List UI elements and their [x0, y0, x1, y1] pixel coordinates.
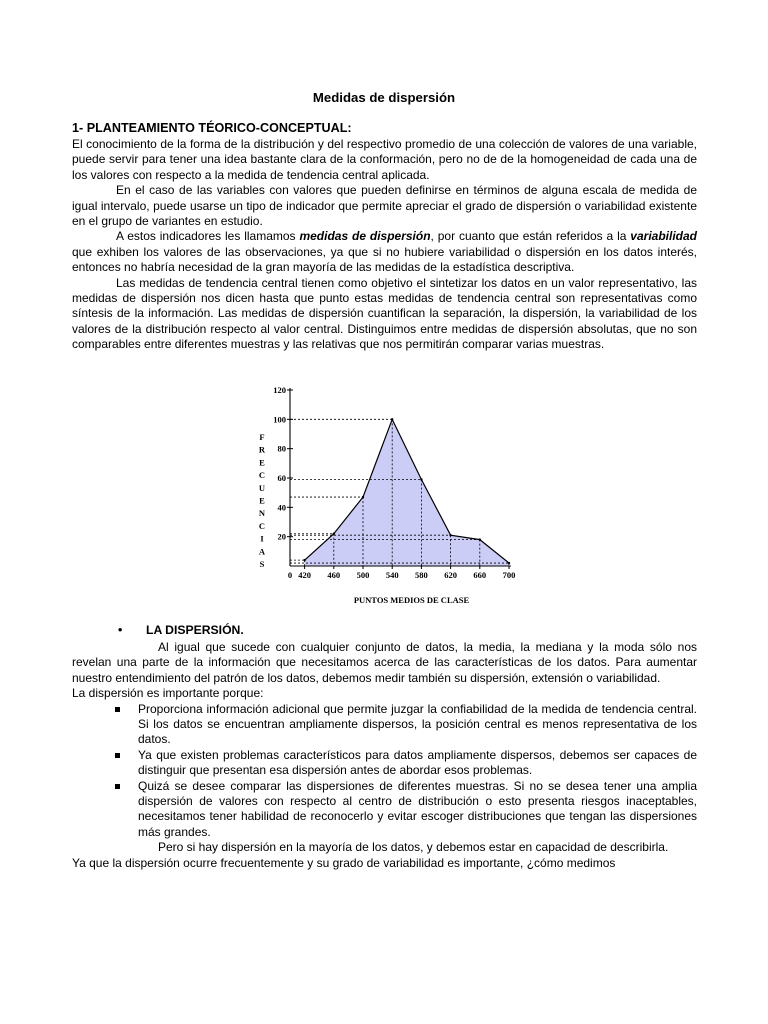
x-tick-label: 700	[502, 570, 516, 580]
y-axis-label-letter: E	[259, 495, 265, 506]
term-medidas-dispersion: medidas de dispersión	[299, 229, 431, 244]
y-tick-label: 60	[277, 473, 286, 483]
data-point	[303, 559, 305, 561]
data-point	[391, 418, 393, 420]
x-tick-label: 580	[415, 570, 428, 580]
paragraph-7: Pero si hay dispersión en la mayoría de los datos, y debemos estar en capacidad de describirla.	[158, 840, 669, 855]
square-bullet-icon	[115, 707, 120, 712]
x-tick-label: 0	[287, 570, 293, 580]
term-variabilidad: variabilidad	[630, 229, 697, 244]
paragraph-3-text-c: , por cuanto que están referidos a la	[430, 229, 631, 244]
list-item	[72, 748, 697, 779]
data-point	[333, 533, 335, 535]
data-point	[508, 562, 510, 564]
y-tick-label: 20	[277, 531, 286, 542]
x-axis-label: PUNTOS MEDIOS DE CLASE	[353, 595, 470, 605]
x-tick-label: 620	[444, 570, 457, 580]
y-axis-label-letter: N	[258, 508, 266, 519]
data-point	[420, 478, 422, 480]
paragraph-8: Ya que la dispersión ocurre frecuentemente y su grado de variabilidad es importante, ¿cómo medimos	[72, 855, 616, 870]
list-item	[72, 702, 697, 748]
paragraph-5: Al igual que sucede con cualquier conjunto de datos, la media, la mediana y la moda sólo nos revelan una parte de la información que necesitamos acerca de las características de los datos. Para aumentar nuestro entendimiento del patrón de los datos, debemos medir también su dispersión, extensión o variabilidad.	[72, 640, 697, 685]
paragraph-4: Las medidas de tendencia central tienen como objetivo el sintetizar los datos en un valor representativo, las medidas de dispersión nos dicen hasta que punto estas medidas de tendencia central son representativas como síntesis de la información. Las medidas de dispersión cuantifican la separación, la dispersión, la variabilidad de los valores de la distribución respecto al valor central. Distinguimos entre medidas de dispersión absolutas, que no son comparables entre diferentes muestras y las relativas que nos permitirán comparar varias muestras.	[72, 275, 697, 352]
page-title: Medidas de dispersión	[312, 90, 456, 105]
paragraph-1: El conocimiento de la forma de la distribución y del respectivo promedio de una colección de valores de una variable, puede servir para tener una idea bastante clara de la conformación, pero no de de la homogeneidad de cada una de los valores con respecto a la medida de tendencia central aplicada.	[72, 137, 697, 182]
y-axis-label-letter: F	[259, 432, 265, 442]
reason-text: Quizá se desee comparar las dispersiones de diferentes muestras. Si no se desea tener una amplia dispersión de valores con respecto al centro de distribución o esto presenta riesgos inaceptables, necesitamos tener habilidad de reconocerlo y evitar escoger distribuciones que tengan las dispersiones más grandes.	[138, 778, 697, 839]
y-axis-label-letter: I	[260, 533, 264, 544]
data-point	[362, 496, 364, 498]
x-tick-label: 660	[473, 570, 487, 580]
y-axis-label-letter: E	[259, 457, 265, 468]
frequency-polygon-chart	[250, 376, 530, 610]
dispersion-text	[72, 640, 697, 871]
data-point	[449, 534, 451, 536]
square-bullet-icon	[115, 784, 120, 789]
paragraph-2: En el caso de las variables con valores que pueden definirse en términos de alguna escala de medida de igual intervalo, puede usarse un tipo de indicador que permite apreciar el grado de dispersión o variabilidad existente en el grupo de variantes en estudio.	[72, 183, 697, 229]
data-point	[479, 538, 481, 540]
reason-text: Proporciona información adicional que permite juzgar la confiabilidad de la medida de tendencia central. Si los datos se encuentran ampliamente dispersos, la posición central es menos representativa de los datos.	[138, 701, 697, 747]
y-axis-label-letter: U	[258, 482, 266, 493]
x-tick-label: 540	[385, 570, 399, 580]
x-tick-label: 500	[356, 570, 370, 580]
y-axis-label-letter: R	[258, 444, 266, 455]
x-tick-label: 460	[327, 570, 341, 580]
paragraph-3-text-a: A estos indicadores les llamamos	[116, 229, 300, 244]
y-axis-label-letter: S	[259, 559, 265, 569]
paragraph-3-text-e: que exhiben los valores de las observaciones, ya que si no hubiere variabilidad o dispersión en los datos interés, entonces no habría necesidad de la gran mayoría de las medidas de la estadística descriptiva.	[72, 244, 697, 275]
y-axis-label-letter: C	[258, 470, 266, 481]
reasons-list	[72, 702, 697, 841]
list-item	[72, 779, 697, 841]
y-tick-label: 40	[277, 502, 286, 513]
y-axis-label-letter: C	[258, 520, 266, 531]
intro-text	[72, 137, 697, 353]
reason-text: Ya que existen problemas característicos para datos ampliamente dispersos, debemos ser capaces de distinguir que presentan esa dispersión antes de abordar esos problemas.	[138, 747, 697, 778]
y-tick-label: 100	[273, 414, 286, 425]
paragraph-6: La dispersión es importante porque:	[72, 686, 264, 701]
y-axis-label-letter: A	[258, 546, 266, 557]
dispersion-heading	[118, 623, 244, 637]
y-tick-label: 120	[273, 385, 286, 395]
paragraph-3	[72, 229, 697, 275]
bullet-dot: •	[118, 623, 123, 637]
x-tick-label: 420	[298, 570, 311, 580]
area-fill	[305, 419, 509, 566]
dispersion-heading-text: LA DISPERSIÓN.	[146, 623, 244, 637]
section-heading: 1- PLANTEAMIENTO TÉORICO-CONCEPTUAL:	[72, 121, 352, 135]
square-bullet-icon	[115, 753, 120, 758]
y-tick-label: 80	[277, 443, 286, 454]
